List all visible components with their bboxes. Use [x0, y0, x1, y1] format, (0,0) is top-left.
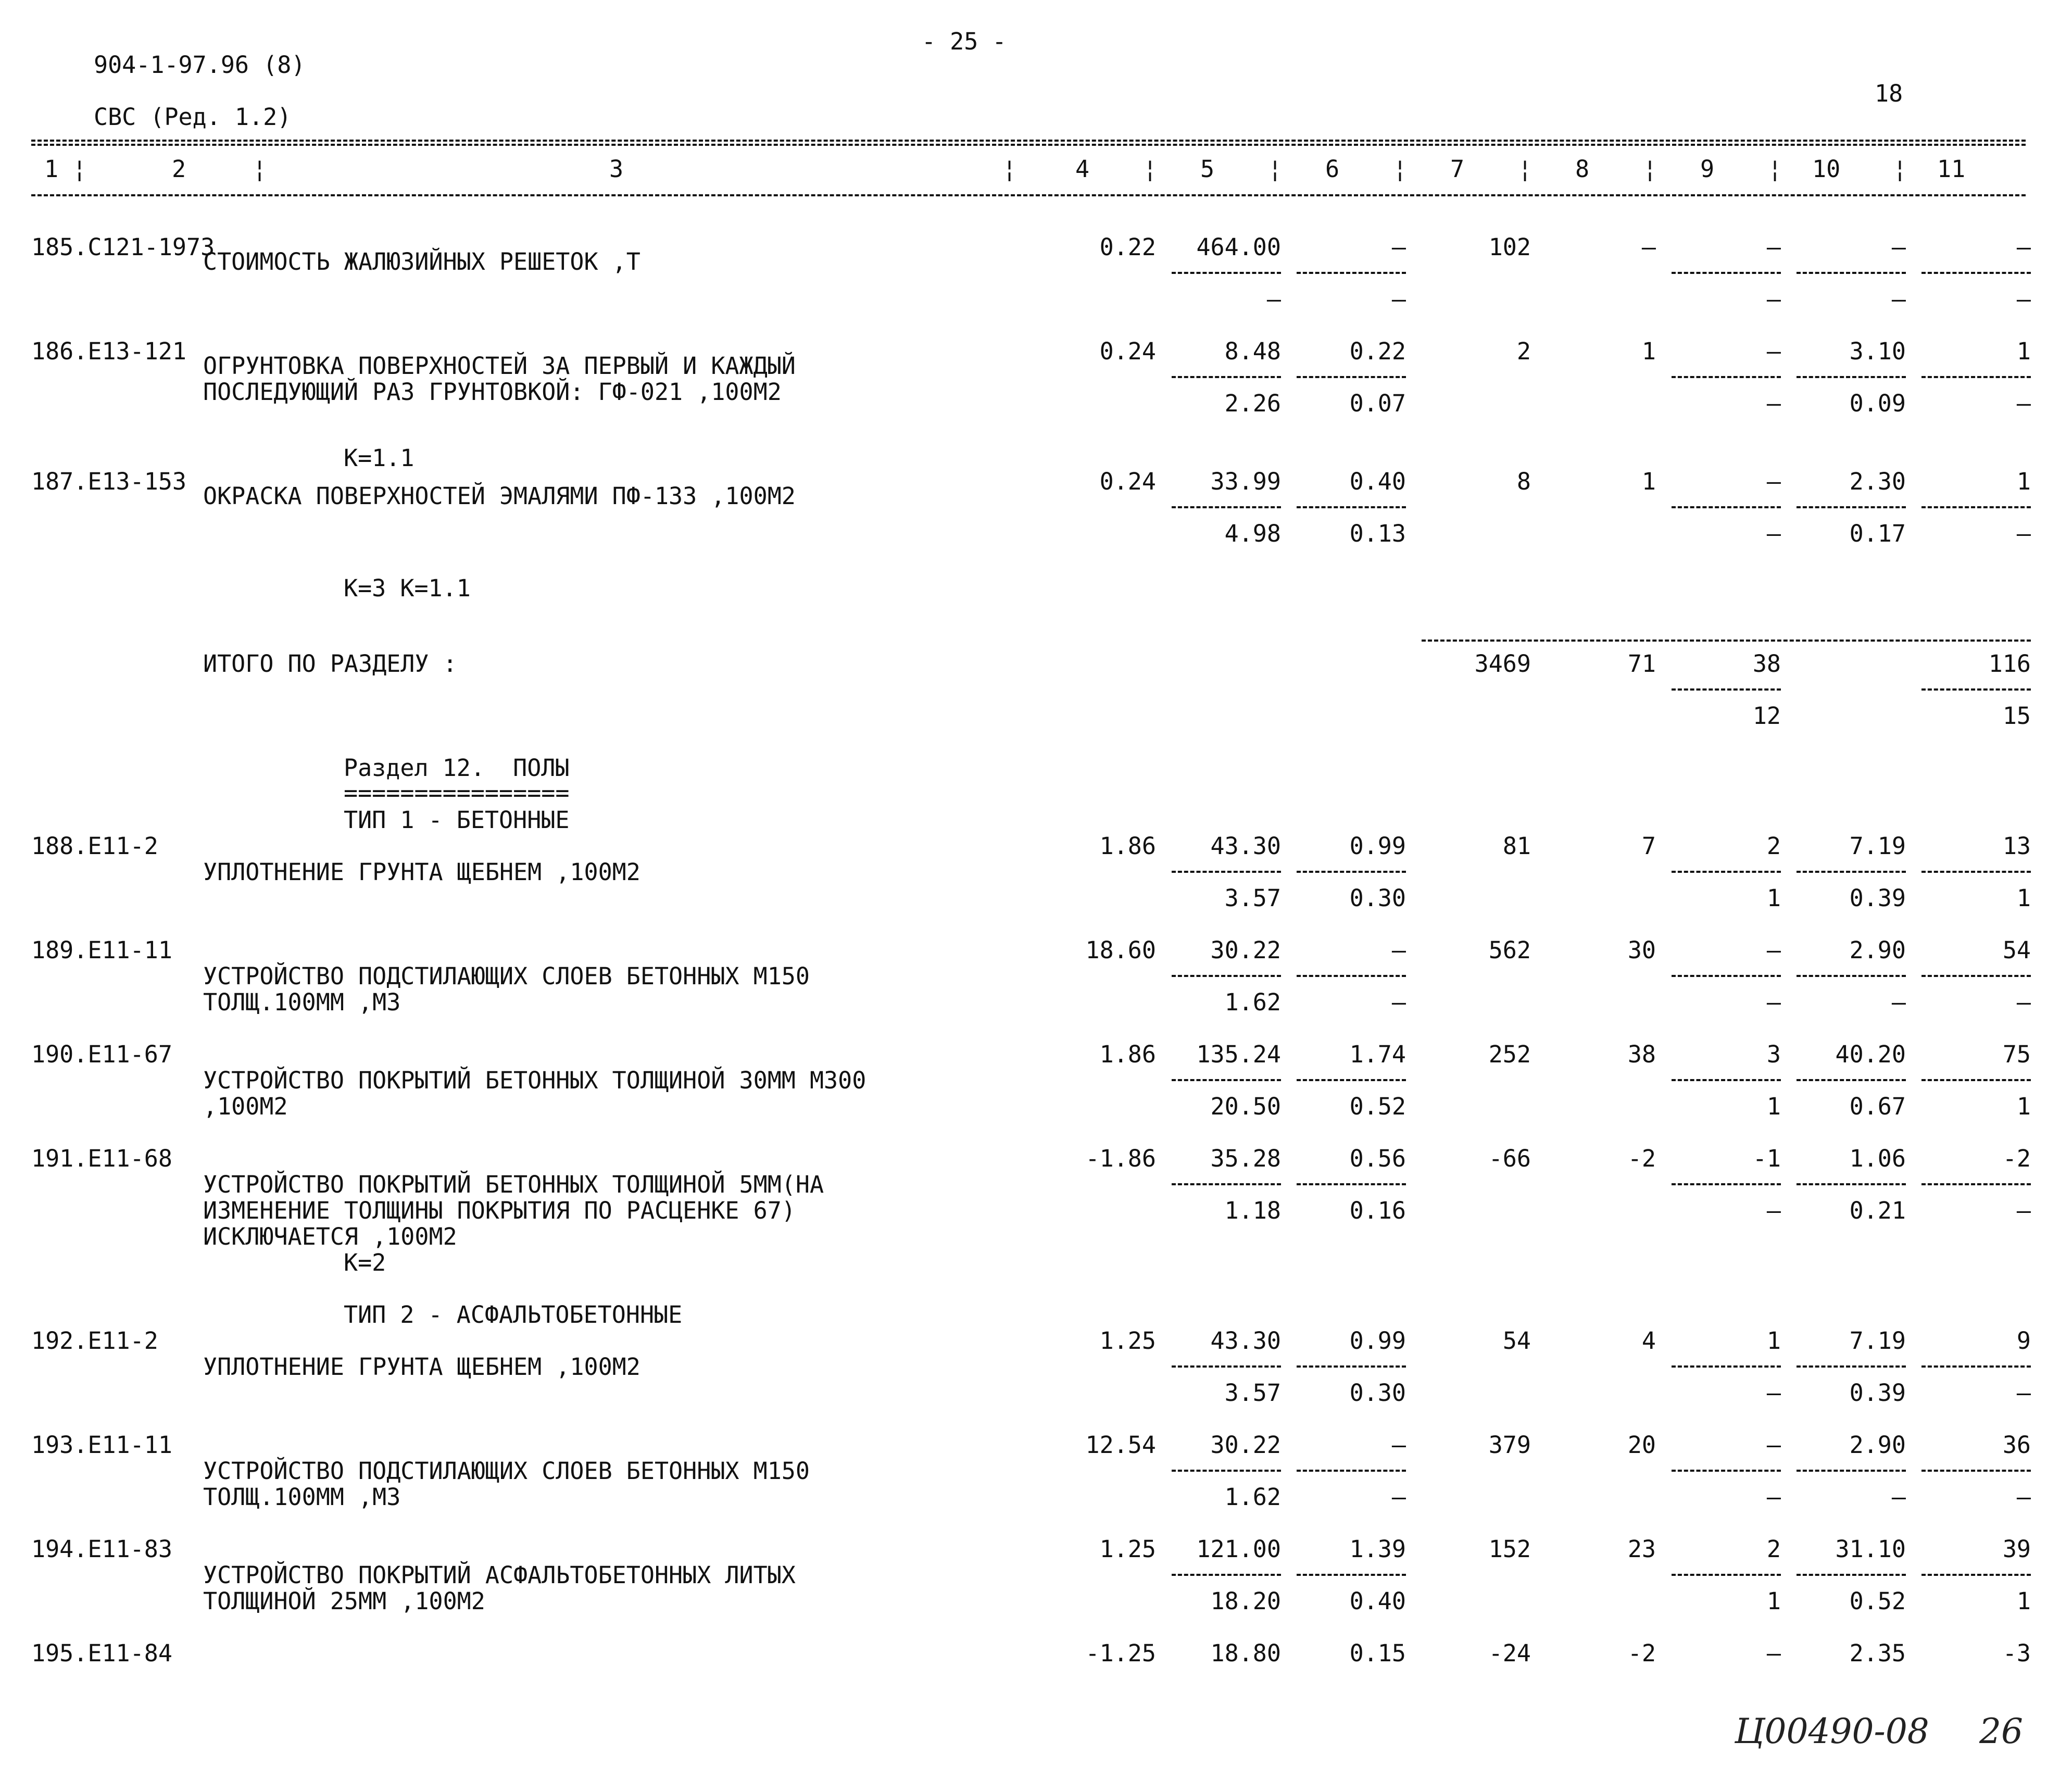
col-sep: ¦: [1143, 155, 1158, 183]
cell-c7: 8: [1516, 468, 1531, 495]
cell-c8: 30: [1627, 936, 1656, 964]
cell-sub-c5: –: [1266, 285, 1281, 313]
cell-sub-c6: –: [1391, 285, 1406, 313]
cell-divider: [1172, 272, 1281, 274]
cell-c9: –: [1766, 337, 1781, 365]
cell-divider: [1921, 1079, 2031, 1081]
row-coefficient: К=2: [344, 1249, 386, 1276]
cell-c8: 7: [1641, 832, 1656, 860]
cell-divider: [1797, 1574, 1906, 1576]
cell-sub-c10: 0.39: [1849, 1379, 1906, 1407]
row-code: 188.Е11-2: [31, 832, 158, 860]
cell-divider: [1672, 506, 1781, 508]
cell-c4: -1.25: [1085, 1639, 1156, 1667]
cell-divider: [1172, 1079, 1281, 1081]
cell-sub-c5: 1.62: [1224, 988, 1281, 1016]
cell-sub-c6: 0.30: [1349, 1379, 1406, 1407]
cell-sub-c6: –: [1391, 988, 1406, 1016]
cell-sub-c11: 1: [2016, 1587, 2031, 1615]
cell-sub-c6: 0.13: [1349, 520, 1406, 547]
cell-divider: [1672, 1365, 1781, 1368]
cell-divider: [1921, 1183, 2031, 1185]
cell-c4: 12.54: [1085, 1431, 1156, 1459]
cell-c8: 1: [1641, 337, 1656, 365]
cell-sub-c5: 2.26: [1224, 390, 1281, 417]
cell-c5: 43.30: [1210, 832, 1281, 860]
cell-c7: 3469: [1474, 650, 1531, 678]
cell-sub-c11: 1: [2016, 1093, 2031, 1120]
cell-c6: 0.22: [1349, 337, 1406, 365]
cell-divider: [1797, 1470, 1906, 1472]
col-6: 6: [1325, 155, 1340, 183]
cell-c5: 121.00: [1196, 1535, 1281, 1563]
cell-sub-c11: –: [2016, 1379, 2031, 1407]
cell-c6: 0.15: [1349, 1639, 1406, 1667]
cell-c9: –: [1766, 1639, 1781, 1667]
cell-divider: [1672, 1079, 1781, 1081]
cell-c10: 2.90: [1849, 1431, 1906, 1459]
row-description: ИЗМЕНЕНИЕ ТОЛЩИНЫ ПОКРЫТИЯ ПО РАСЦЕНКЕ 67): [203, 1197, 796, 1224]
col-sep: ¦: [1268, 155, 1283, 183]
row-code: 192.Е11-2: [31, 1327, 158, 1355]
doc-code: 904-1-97.96 (8): [94, 51, 306, 79]
cell-sub-c5: 20.50: [1210, 1093, 1281, 1120]
cell-c10: 2.90: [1849, 936, 1906, 964]
cell-divider: [1172, 376, 1281, 378]
col-sep: ¦: [1393, 155, 1408, 183]
cell-c4: 1.86: [1099, 832, 1156, 860]
col-9: 9: [1700, 155, 1715, 183]
cell-divider: [1297, 975, 1406, 977]
cell-divider: [1797, 506, 1906, 508]
row-description: ОГРУНТОВКА ПОВЕРХНОСТЕЙ ЗА ПЕРВЫЙ И КАЖДЫЙ: [203, 352, 796, 380]
row-code: 187.Е13-153: [31, 468, 187, 495]
col-4: 4: [1075, 155, 1090, 183]
cell-divider: [1297, 1183, 1406, 1185]
cell-c7: 102: [1488, 233, 1531, 261]
total-rule: [1422, 640, 2031, 642]
cell-c9: 38: [1752, 650, 1781, 678]
cell-divider: [1921, 376, 2031, 378]
cell-c4: -1.86: [1085, 1145, 1156, 1172]
cell-c8: -2: [1627, 1639, 1656, 1667]
cell-sub-c9: 1: [1766, 884, 1781, 912]
header-top-rule-2: [31, 144, 2026, 146]
cell-c11: -3: [2002, 1639, 2031, 1667]
cell-c5: 30.22: [1210, 1431, 1281, 1459]
cell-sub-c11: –: [2016, 1483, 2031, 1511]
cell-sub-c5: 1.62: [1224, 1483, 1281, 1511]
row-description: ТОЛЩ.100ММ ,М3: [203, 988, 401, 1016]
cell-c5: 43.30: [1210, 1327, 1281, 1355]
section-title-underline: ================: [344, 779, 570, 807]
row-description: ТОЛЩ.100ММ ,М3: [203, 1483, 401, 1511]
cell-divider: [1797, 1183, 1906, 1185]
section-total-sub-11: 15: [2002, 702, 2031, 730]
cell-c10: 3.10: [1849, 337, 1906, 365]
page-number: - 25 -: [922, 28, 1007, 55]
row-code: 193.Е11-11: [31, 1431, 172, 1459]
cell-sub-c11: –: [2016, 390, 2031, 417]
cell-divider: [1921, 1574, 2031, 1576]
cell-sub-c11: 1: [2016, 884, 2031, 912]
cell-c5: 18.80: [1210, 1639, 1281, 1667]
cell-divider: [1797, 975, 1906, 977]
cell-c5: 35.28: [1210, 1145, 1281, 1172]
cell-c7: 2: [1516, 337, 1531, 365]
cell-c6: 1.39: [1349, 1535, 1406, 1563]
cell-c10: 1.06: [1849, 1145, 1906, 1172]
cell-c7: -24: [1488, 1639, 1531, 1667]
col-sep: ¦: [1518, 155, 1533, 183]
row-description: ОКРАСКА ПОВЕРХНОСТЕЙ ЭМАЛЯМИ ПФ-133 ,100М2: [203, 482, 796, 510]
row-coefficient: К=1.1: [344, 444, 414, 472]
cell-c10: 40.20: [1835, 1041, 1906, 1068]
cell-divider: [1172, 1574, 1281, 1576]
cell-c7: 54: [1502, 1327, 1531, 1355]
cell-divider: [1297, 376, 1406, 378]
cell-divider: [1672, 376, 1781, 378]
cell-sub-c10: –: [1891, 1483, 1906, 1511]
cell-divider: [1297, 1365, 1406, 1368]
cell-c11: 1: [2016, 337, 2031, 365]
cell-sub-c9: –: [1766, 1379, 1781, 1407]
handwritten-signature-icon: [1735, 1706, 2057, 1758]
cell-c11: –: [2016, 233, 2031, 261]
cell-c8: 38: [1627, 1041, 1656, 1068]
cell-divider: [1297, 1470, 1406, 1472]
cell-c11: -2: [2002, 1145, 2031, 1172]
cell-sub-c9: –: [1766, 390, 1781, 417]
cell-divider: [1921, 1365, 2031, 1368]
row-description: ПОСЛЕДУЮЩИЙ РАЗ ГРУНТОВКОЙ: ГФ-021 ,100М2: [203, 378, 782, 406]
row-code: 194.Е11-83: [31, 1535, 172, 1563]
cell-divider: [1172, 871, 1281, 873]
col-sep: ¦: [1643, 155, 1657, 183]
section-total-sub-9: 12: [1752, 702, 1781, 730]
cell-c6: –: [1391, 233, 1406, 261]
cell-c10: 2.35: [1849, 1639, 1906, 1667]
cell-divider: [1672, 1183, 1781, 1185]
col-2: 2: [172, 155, 186, 183]
cell-divider: [1297, 272, 1406, 274]
cell-c11: 116: [1988, 650, 2031, 678]
col-5: 5: [1200, 155, 1215, 183]
row-description: УСТРОЙСТВО ПОКРЫТИЙ БЕТОННЫХ ТОЛЩИНОЙ 30ММ М300: [203, 1067, 866, 1094]
cell-c8: 71: [1627, 650, 1656, 678]
cell-c9: 2: [1766, 832, 1781, 860]
cell-sub-c5: 3.57: [1224, 1379, 1281, 1407]
row-description: УПЛОТНЕНИЕ ГРУНТА ЩЕБНЕМ ,100М2: [203, 858, 640, 886]
cell-c10: 2.30: [1849, 468, 1906, 495]
cell-c6: 0.99: [1349, 1327, 1406, 1355]
cell-sub-c5: 3.57: [1224, 884, 1281, 912]
cell-c11: 54: [2002, 936, 2031, 964]
row-code: 186.Е13-121: [31, 337, 187, 365]
cell-c9: 2: [1766, 1535, 1781, 1563]
cell-divider: [1672, 688, 1781, 691]
row-description: УСТРОЙСТВО ПОКРЫТИЙ БЕТОННЫХ ТОЛЩИНОЙ 5ММ(НА: [203, 1171, 824, 1198]
cell-divider: [1672, 1470, 1781, 1472]
svg-text:Ц00490-08: Ц00490-08: [1735, 1711, 1930, 1751]
cell-c4: 1.25: [1099, 1535, 1156, 1563]
cell-c4: 18.60: [1085, 936, 1156, 964]
cell-c11: 39: [2002, 1535, 2031, 1563]
cell-c6: 0.99: [1349, 832, 1406, 860]
cell-sub-c9: –: [1766, 1197, 1781, 1224]
row-description: УСТРОЙСТВО ПОДСТИЛАЮЩИХ СЛОЕВ БЕТОННЫХ М150: [203, 1457, 810, 1485]
cell-c8: 20: [1627, 1431, 1656, 1459]
cell-divider: [1297, 506, 1406, 508]
cell-sub-c6: 0.16: [1349, 1197, 1406, 1224]
cell-divider: [1297, 1574, 1406, 1576]
cell-c6: 0.56: [1349, 1145, 1406, 1172]
col-7: 7: [1450, 155, 1465, 183]
row-coefficient: К=3 К=1.1: [344, 574, 471, 602]
header-bottom-rule: [31, 194, 2026, 196]
cell-divider: [1921, 506, 2031, 508]
row-description: УСТРОЙСТВО ПОДСТИЛАЮЩИХ СЛОЕВ БЕТОННЫХ М150: [203, 962, 810, 990]
program-name: СВС (Ред. 1.2): [94, 103, 292, 131]
cell-c11: 36: [2002, 1431, 2031, 1459]
row-description: УСТРОЙСТВО ПОКРЫТИЙ АСФАЛЬТОБЕТОННЫХ ЛИТЫХ: [203, 1561, 796, 1589]
cell-c11: 1: [2016, 468, 2031, 495]
row-description: СТОИМОСТЬ ЖАЛЮЗИЙНЫХ РЕШЕТОК ,Т: [203, 248, 640, 275]
cell-c4: 1.25: [1099, 1327, 1156, 1355]
type-2-heading: ТИП 2 - АСФАЛЬТОБЕТОННЫЕ: [344, 1301, 683, 1329]
section-total-label: ИТОГО ПО РАЗДЕЛУ :: [203, 650, 457, 678]
cell-divider: [1921, 272, 2031, 274]
col-sep: ¦: [253, 155, 267, 183]
cell-c9: –: [1766, 233, 1781, 261]
col-sep: ¦: [1893, 155, 1907, 183]
svg-text:26: 26: [1979, 1711, 2024, 1751]
cell-c10: –: [1891, 233, 1906, 261]
cell-c5: 464.00: [1196, 233, 1281, 261]
col-10: 10: [1812, 155, 1841, 183]
row-description: ТОЛЩИНОЙ 25ММ ,100М2: [203, 1587, 485, 1615]
col-3: 3: [609, 155, 624, 183]
cell-divider: [1672, 272, 1781, 274]
col-sep: ¦: [1768, 155, 1782, 183]
cell-sub-c6: –: [1391, 1483, 1406, 1511]
cell-c4: 0.24: [1099, 337, 1156, 365]
cell-divider: [1797, 1079, 1906, 1081]
cell-c5: 30.22: [1210, 936, 1281, 964]
cell-sub-c10: 0.52: [1849, 1587, 1906, 1615]
cell-divider: [1172, 1470, 1281, 1472]
cell-c6: –: [1391, 1431, 1406, 1459]
row-description: УПЛОТНЕНИЕ ГРУНТА ЩЕБНЕМ ,100М2: [203, 1353, 640, 1381]
cell-sub-c5: 18.20: [1210, 1587, 1281, 1615]
cell-c5: 33.99: [1210, 468, 1281, 495]
cell-divider: [1797, 1365, 1906, 1368]
cell-divider: [1921, 975, 2031, 977]
cell-c6: –: [1391, 936, 1406, 964]
cell-c10: 7.19: [1849, 832, 1906, 860]
cell-c11: 13: [2002, 832, 2031, 860]
cell-c4: 0.22: [1099, 233, 1156, 261]
cell-c5: 8.48: [1224, 337, 1281, 365]
cell-c7: 252: [1488, 1041, 1531, 1068]
cell-c8: 23: [1627, 1535, 1656, 1563]
cell-c8: –: [1641, 233, 1656, 261]
cell-sub-c9: 1: [1766, 1093, 1781, 1120]
cell-c11: 75: [2002, 1041, 2031, 1068]
cell-c7: 152: [1488, 1535, 1531, 1563]
cell-c7: -66: [1488, 1145, 1531, 1172]
cell-divider: [1172, 506, 1281, 508]
cell-sub-c6: 0.07: [1349, 390, 1406, 417]
cell-divider: [1672, 975, 1781, 977]
row-code: 190.Е11-67: [31, 1041, 172, 1068]
cell-c8: 1: [1641, 468, 1656, 495]
row-description: ,100М2: [203, 1093, 288, 1120]
cell-divider: [1672, 1574, 1781, 1576]
cell-c10: 31.10: [1835, 1535, 1906, 1563]
cell-c7: 562: [1488, 936, 1531, 964]
cell-sub-c6: 0.30: [1349, 884, 1406, 912]
row-code: 191.Е11-68: [31, 1145, 172, 1172]
header-top-rule: [31, 140, 2026, 142]
cell-sub-c10: 0.09: [1849, 390, 1906, 417]
sheet-number: 18: [1875, 80, 1903, 107]
cell-divider: [1297, 1079, 1406, 1081]
cell-c6: 1.74: [1349, 1041, 1406, 1068]
cell-sub-c6: 0.52: [1349, 1093, 1406, 1120]
cell-sub-c6: 0.40: [1349, 1587, 1406, 1615]
cell-c8: 4: [1641, 1327, 1656, 1355]
cell-divider: [1672, 871, 1781, 873]
col-1: 1 ¦: [44, 155, 87, 183]
cell-c4: 1.86: [1099, 1041, 1156, 1068]
cell-c9: -1: [1752, 1145, 1781, 1172]
cell-c8: -2: [1627, 1145, 1656, 1172]
cell-c11: 9: [2016, 1327, 2031, 1355]
cell-sub-c10: 0.67: [1849, 1093, 1906, 1120]
cell-sub-c5: 4.98: [1224, 520, 1281, 547]
cell-sub-c10: 0.39: [1849, 884, 1906, 912]
cell-sub-c10: 0.17: [1849, 520, 1906, 547]
cell-divider: [1172, 975, 1281, 977]
cell-sub-c10: 0.21: [1849, 1197, 1906, 1224]
cell-divider: [1921, 871, 2031, 873]
cell-divider: [1297, 871, 1406, 873]
cell-divider: [1797, 376, 1906, 378]
cell-divider: [1797, 871, 1906, 873]
cell-sub-c10: –: [1891, 285, 1906, 313]
cell-c5: 135.24: [1196, 1041, 1281, 1068]
row-code: 195.Е11-84: [31, 1639, 172, 1667]
cell-c6: 0.40: [1349, 468, 1406, 495]
col-8: 8: [1575, 155, 1590, 183]
cell-c9: 3: [1766, 1041, 1781, 1068]
cell-c7: 81: [1502, 832, 1531, 860]
cell-sub-c9: –: [1766, 988, 1781, 1016]
cell-sub-c11: –: [2016, 285, 2031, 313]
cell-sub-c9: –: [1766, 520, 1781, 547]
cell-divider: [1172, 1183, 1281, 1185]
col-sep: ¦: [1002, 155, 1017, 183]
cell-divider: [1797, 272, 1906, 274]
type-1-heading: ТИП 1 - БЕТОННЫЕ: [344, 806, 570, 834]
col-11: 11: [1937, 155, 1966, 183]
cell-c7: 379: [1488, 1431, 1531, 1459]
cell-sub-c11: –: [2016, 988, 2031, 1016]
cell-sub-c5: 1.18: [1224, 1197, 1281, 1224]
cell-c9: 1: [1766, 1327, 1781, 1355]
cell-divider: [1172, 1365, 1281, 1368]
cell-c9: –: [1766, 468, 1781, 495]
cell-c10: 7.19: [1849, 1327, 1906, 1355]
cell-divider: [1921, 688, 2031, 691]
cell-sub-c9: –: [1766, 1483, 1781, 1511]
cell-divider: [1921, 1470, 2031, 1472]
cell-sub-c11: –: [2016, 520, 2031, 547]
row-code: 189.Е11-11: [31, 936, 172, 964]
cell-c9: –: [1766, 936, 1781, 964]
row-code: 185.С121-1973: [31, 233, 215, 261]
cell-sub-c10: –: [1891, 988, 1906, 1016]
section-title: Раздел 12. ПОЛЫ: [344, 754, 570, 782]
cell-c9: –: [1766, 1431, 1781, 1459]
cell-sub-c9: –: [1766, 285, 1781, 313]
cell-sub-c11: –: [2016, 1197, 2031, 1224]
handwritten-archive-number: [1692, 1680, 2057, 1786]
cell-sub-c9: 1: [1766, 1587, 1781, 1615]
cell-c4: 0.24: [1099, 468, 1156, 495]
row-description: ИСКЛЮЧАЕТСЯ ,100М2: [203, 1223, 457, 1250]
